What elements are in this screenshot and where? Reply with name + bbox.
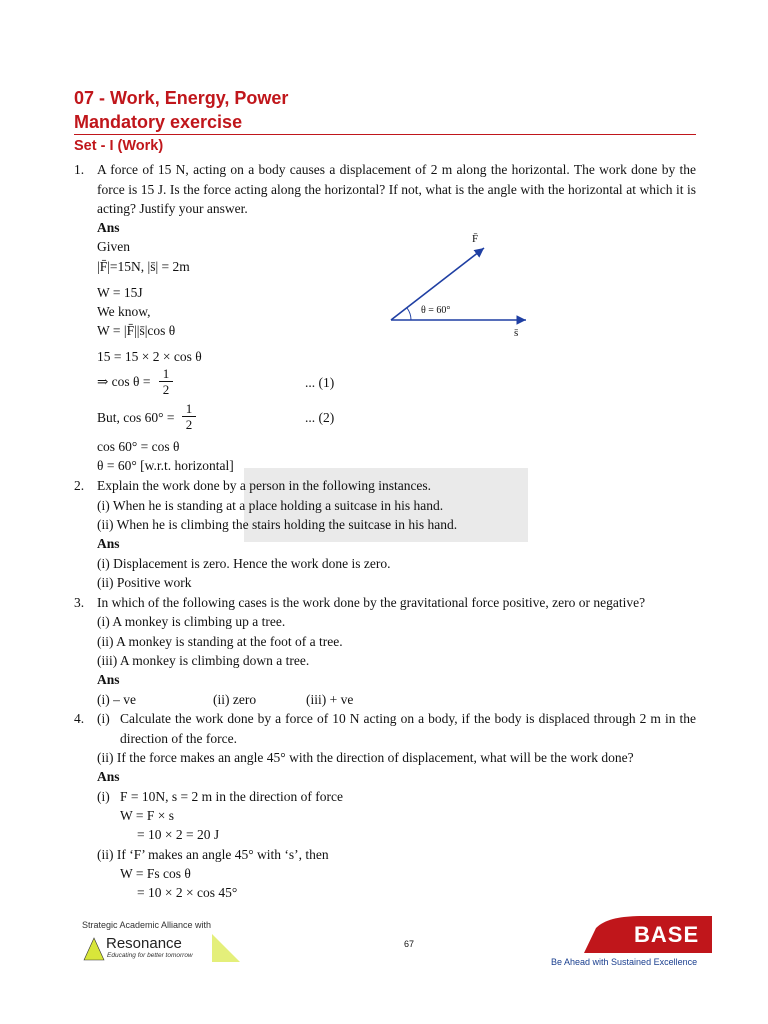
q1-weknow: We know, xyxy=(97,304,151,319)
q2-part-i: (i) When he is standing at a place holding a suitcase in his hand. xyxy=(97,498,444,513)
q3-text: In which of the following cases is the work done by the gravitational force positive, zero or negative? xyxy=(97,595,646,610)
q3-number: 3. xyxy=(74,595,85,610)
chapter-title: 07 - Work, Energy, Power xyxy=(74,88,289,108)
q4-answer-line-1: F = 10N, s = 2 m in the direction of force xyxy=(120,789,343,804)
q2-part-ii: (ii) When he is climbing the stairs holding the suitcase in his hand. xyxy=(97,517,458,532)
base-tagline: Be Ahead with Sustained Excellence xyxy=(551,957,698,967)
q4-answer-line-3: = 10 × 2 = 20 J xyxy=(137,827,220,842)
q3-part-iii: (iii) A monkey is climbing down a tree. xyxy=(97,653,310,668)
q3-answer-i: (i) – ve xyxy=(97,692,136,707)
q4-answer-line-6: = 10 × 2 × cos 45° xyxy=(137,885,238,900)
q1-eq-ref-2: ... (2) xyxy=(305,410,335,425)
q1-ans-label: Ans xyxy=(97,220,120,235)
alliance-text: Strategic Academic Alliance with xyxy=(82,920,212,930)
force-label: F̄ xyxy=(472,233,479,245)
q2-number: 2. xyxy=(74,478,85,493)
q4-ans-label: Ans xyxy=(97,769,120,784)
q1-result: θ = 60° [w.r.t. horizontal] xyxy=(97,458,234,473)
q1-eq-ref-1: ... (1) xyxy=(305,375,335,390)
q1-cos-step: ⇒ cos θ = xyxy=(97,374,151,389)
set-title: Set - I (Work) xyxy=(74,138,164,154)
q3-part-ii: (ii) A monkey is standing at the foot of a tree. xyxy=(97,634,343,649)
q4-answer-line-5: W = Fs cos θ xyxy=(120,866,191,881)
q1-fraction-2 xyxy=(182,401,196,432)
q1-given: Given xyxy=(97,239,130,254)
q2-text: Explain the work done by a person in the following instances. xyxy=(97,478,432,493)
q1-substitution: 15 = 15 × 2 × cos θ xyxy=(97,349,202,364)
q4-i-label: (i) xyxy=(97,711,110,726)
fraction-numerator: 1 xyxy=(162,366,170,381)
q3-answer-iii: (iii) + ve xyxy=(306,692,354,707)
fraction-denominator: 2 xyxy=(182,416,196,432)
base-logo-text: BASE xyxy=(634,922,700,947)
q1-formula: W = |F̄||s̄|cos θ xyxy=(97,323,176,338)
q4-part-i: Calculate the work done by a force of 10 N acting on a body, if the body is displaced through 2 m in the direction of the force. xyxy=(120,711,696,746)
page-number: 67 xyxy=(404,939,415,949)
resonance-logo xyxy=(82,934,240,962)
q1-number: 1. xyxy=(74,162,85,177)
q4-answer-i-label: (i) xyxy=(97,789,110,804)
resonance-tagline: Educating for better tomorrow xyxy=(107,952,193,959)
q3-answer-ii: (ii) zero xyxy=(213,692,257,707)
q1-cos60: But, cos 60° = xyxy=(97,410,175,425)
q2-answer-ii: (ii) Positive work xyxy=(97,575,192,590)
q4-part-ii: (ii) If the force makes an angle 45° with the direction of displacement, what will be the work done? xyxy=(97,750,634,765)
fraction-numerator: 1 xyxy=(185,401,193,416)
q1-text: A force of 15 N, acting on a body causes a displacement of 2 m along the horizontal. The work done by the force is 15 J. Is the force acting along the horizontal? If not, what is the angle with the horizontal at which it is acting? Justify your answer. xyxy=(97,162,696,216)
resonance-name: Resonance xyxy=(106,935,182,952)
q3-part-i: (i) A monkey is climbing up a tree. xyxy=(97,614,286,629)
header-divider xyxy=(74,134,696,135)
angle-arc xyxy=(407,308,411,320)
q2-ans-label: Ans xyxy=(97,536,120,551)
angle-label: θ = 60° xyxy=(421,305,451,316)
q1-magnitudes: |F̄|=15N, |s̄| = 2m xyxy=(97,259,190,274)
q4-number: 4. xyxy=(74,711,85,726)
q1-cos-equal: cos 60° = cos θ xyxy=(97,439,180,454)
fraction-denominator: 2 xyxy=(159,381,173,397)
q4-answer-line-2: W = F × s xyxy=(120,808,174,823)
vector-diagram xyxy=(384,226,544,344)
q3-ans-label: Ans xyxy=(97,672,120,687)
q4-answer-line-4: (ii) If ‘F’ makes an angle 45° with ‘s’, then xyxy=(97,847,329,862)
q1-work: W = 15J xyxy=(97,285,143,300)
displacement-label: s̄ xyxy=(514,327,519,339)
q2-answer-i: (i) Displacement is zero. Hence the work done is zero. xyxy=(97,556,391,571)
page-subtitle: Mandatory exercise xyxy=(74,112,243,132)
q1-fraction-1 xyxy=(159,366,173,397)
